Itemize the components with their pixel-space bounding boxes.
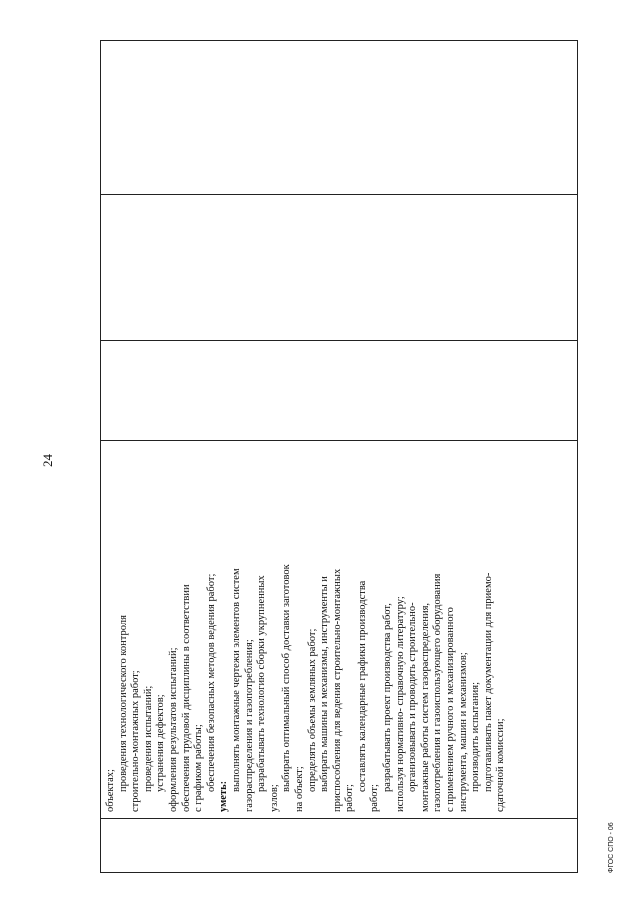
text-line: выбирать оптимальный способ доставки заготовок: [281, 564, 293, 792]
text-line: монтажные работы систем газораспределения,: [419, 602, 431, 812]
text-line: устранения дефектов;: [155, 694, 167, 792]
text-line: узлов;: [268, 784, 280, 812]
text-line: выполнять монтажные чертежи элементов систем: [230, 568, 242, 792]
table-row: [101, 41, 578, 873]
text-line: производить испытания;: [470, 682, 482, 792]
text-line: приспособления для ведения строительно-монтажных: [331, 568, 343, 812]
text-line: разрабатывать технологию сборки укрупненных: [256, 575, 268, 792]
text-line: работ;: [369, 784, 381, 812]
text-line: обеспечения трудовой дисциплины в соответствии: [180, 584, 192, 812]
text-line: строительно-монтажных работ;: [130, 670, 142, 812]
text-line: с графиком работы;: [193, 724, 205, 812]
text-line: выбирать машины и механизмы, инструменты и: [319, 576, 331, 792]
text-line: организовывать и проводить строительно-: [407, 602, 419, 792]
text-line: объектах;: [105, 769, 116, 812]
text-line: проведения испытаний;: [142, 685, 154, 792]
text-line: определять объемы земляных работ;: [306, 628, 318, 792]
text-line: составлять календарные графики производства: [356, 580, 368, 792]
text-line: на объект;: [293, 766, 305, 812]
page-number: 24: [40, 454, 55, 467]
text-line: инструмента, машин и механизмов;: [457, 652, 469, 812]
text-line: уметь:: [218, 780, 230, 812]
text-line: подготавливать пакет документации для приемо-: [482, 572, 494, 792]
table-cell-disciplines: [101, 41, 578, 195]
text-line: газопотребления и газоиспользующего оборудования: [432, 573, 444, 812]
requirements-text: [105, 447, 508, 812]
table-cell-code: [101, 819, 578, 873]
text-line: с применением ручного и механизированного: [445, 607, 457, 812]
table-cell-hours-max: [101, 341, 578, 441]
competency-table: [100, 40, 578, 873]
text-line: работ;: [344, 784, 356, 812]
text-line: разрабатывать проект производства работ,: [382, 603, 394, 792]
table-cell-hours-req: [101, 195, 578, 341]
footer-code: ФГОС СПО - 06: [608, 822, 615, 873]
table-cell-requirements: [101, 441, 578, 819]
text-line: сдаточной комиссии;: [495, 718, 507, 812]
text-line: газораспределения и газопотребления;: [243, 639, 255, 812]
text-line: оформления результатов испытаний;: [167, 647, 179, 812]
text-line: проведения технологического контроля: [117, 615, 129, 792]
text-line: обеспечения безопасных методов ведения работ;: [205, 573, 217, 792]
text-line: используя нормативно- справочную литературу;: [394, 596, 406, 812]
